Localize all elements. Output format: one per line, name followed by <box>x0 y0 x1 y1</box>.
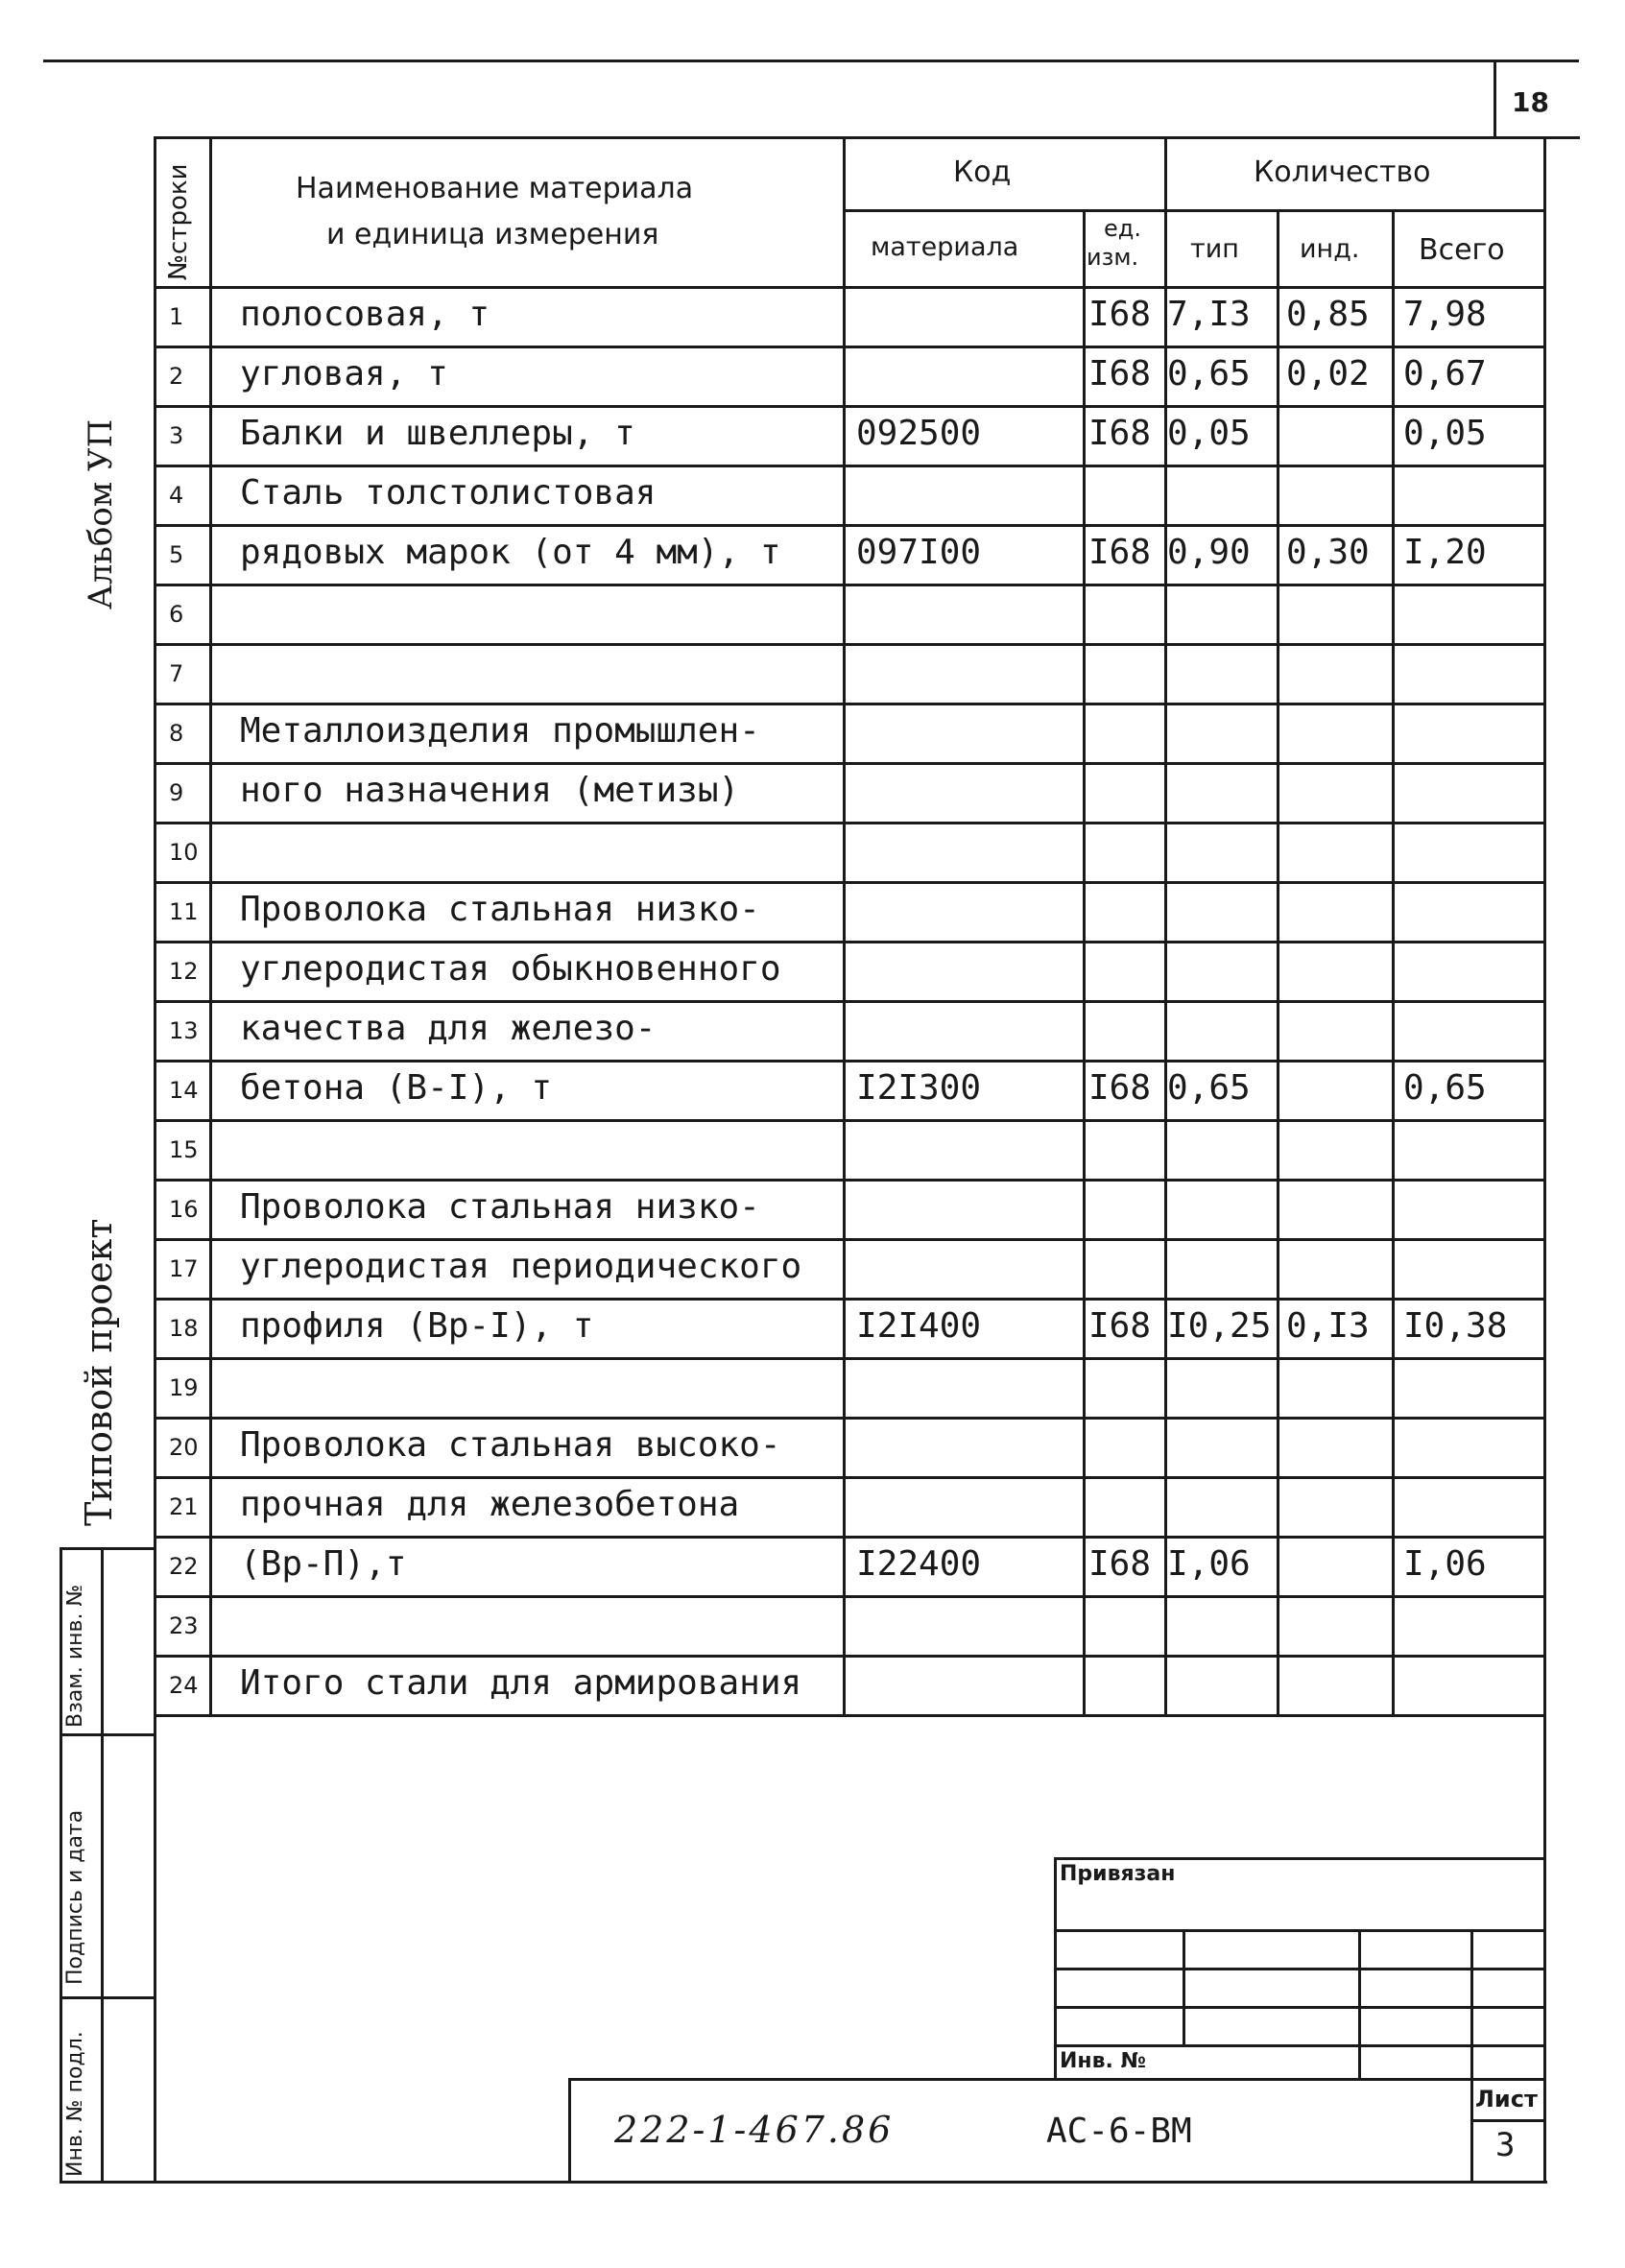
row-material-name: полосовая, т <box>240 295 490 334</box>
row-number: 10 <box>169 839 199 866</box>
row-number: 3 <box>169 422 184 449</box>
header-ind: инд. <box>1300 234 1360 264</box>
row-qty-total: I,06 <box>1403 1544 1487 1584</box>
row-number: 4 <box>169 482 184 509</box>
privyazan-label: Привязан <box>1060 1862 1176 1886</box>
row-unit: I68 <box>1088 414 1152 453</box>
row-qty-total: 0,67 <box>1403 354 1487 394</box>
row-material-code: I2I400 <box>856 1306 982 1346</box>
row-material-name: (Вр-П),т <box>240 1544 407 1584</box>
row-number: 16 <box>169 1196 199 1223</box>
row-unit: I68 <box>1088 1306 1152 1346</box>
row-qty-typ: I0,25 <box>1167 1306 1272 1346</box>
signature-date-label: Подпись и дата <box>63 1809 87 1985</box>
header-total: Всего <box>1419 233 1505 267</box>
row-number: 22 <box>169 1553 199 1580</box>
doc-code: АС-6-ВМ <box>1046 2112 1192 2151</box>
row-material-name: прочная для железобетона <box>240 1485 740 1524</box>
row-unit: I68 <box>1088 1068 1152 1108</box>
row-qty-total: I0,38 <box>1403 1306 1508 1346</box>
album-label: Альбом УП <box>82 418 120 609</box>
row-unit: I68 <box>1088 295 1152 334</box>
row-qty-total: 7,98 <box>1403 295 1487 334</box>
header-code-material: материала <box>871 232 1019 262</box>
header-unit-line2: изм. <box>1087 244 1139 271</box>
row-material-name: ного назначения (метизы) <box>240 771 740 810</box>
row-material-name: качества для железо- <box>240 1009 657 1048</box>
row-material-code: I22400 <box>856 1544 982 1584</box>
row-number: 20 <box>169 1434 199 1461</box>
row-material-name: Проволока стальная низко- <box>240 1187 760 1227</box>
sheet-label: Лист <box>1475 2086 1538 2113</box>
row-material-name: бетона (В-I), т <box>240 1068 553 1108</box>
header-unit-line1: ед. <box>1104 215 1141 242</box>
row-number: 13 <box>169 1017 199 1044</box>
row-material-name: Балки и швеллеры, т <box>240 414 635 453</box>
row-material-name: Металлоизделия промышлен- <box>240 711 760 751</box>
row-number: 18 <box>169 1315 199 1342</box>
row-unit: I68 <box>1088 354 1152 394</box>
row-qty-ind: 0,I3 <box>1286 1306 1370 1346</box>
row-number: 14 <box>169 1077 199 1104</box>
row-number: 8 <box>169 720 184 747</box>
row-number: 9 <box>169 779 184 806</box>
row-unit: I68 <box>1088 1544 1152 1584</box>
row-qty-typ: 0,05 <box>1167 414 1251 453</box>
row-number: 7 <box>169 660 184 687</box>
row-qty-ind: 0,02 <box>1286 354 1370 394</box>
header-quantity: Количество <box>1254 155 1431 189</box>
row-qty-ind: 0,85 <box>1286 295 1370 334</box>
row-material-name: Сталь толстолистовая <box>240 473 657 513</box>
header-row-number: №строки <box>164 163 193 280</box>
row-unit: I68 <box>1088 533 1152 572</box>
vzam-inv-label: Взам. инв. № <box>63 1584 87 1728</box>
row-number: 15 <box>169 1136 199 1163</box>
row-material-name: профиля (Вр-I), т <box>240 1306 594 1346</box>
row-qty-total: 0,65 <box>1403 1068 1487 1108</box>
header-code: Код <box>953 155 1012 189</box>
row-qty-typ: 0,90 <box>1167 533 1251 572</box>
sheet-number: 3 <box>1495 2126 1516 2164</box>
row-material-name: углеродистая периодического <box>240 1247 802 1286</box>
header-typ: тип <box>1190 234 1239 264</box>
header-name-line2: и единица измерения <box>326 218 659 251</box>
doc-number: 222-1-467.86 <box>614 2109 895 2151</box>
row-material-name: Проволока стальная низко- <box>240 890 760 929</box>
row-material-code: I2I300 <box>856 1068 982 1108</box>
row-number: 5 <box>169 541 184 568</box>
row-material-name: рядовых марок (от 4 мм), т <box>240 533 781 572</box>
header-name-line1: Наименование материала <box>296 172 694 205</box>
row-material-name: углеродистая обыкновенного <box>240 949 781 989</box>
row-number: 24 <box>169 1672 199 1699</box>
row-qty-typ: 0,65 <box>1167 354 1251 394</box>
row-number: 1 <box>169 303 184 330</box>
row-material-name: Итого стали для армирования <box>240 1663 802 1703</box>
row-material-name: угловая, т <box>240 354 448 394</box>
row-material-name: Проволока стальная высоко- <box>240 1425 781 1465</box>
row-material-code: 092500 <box>856 414 982 453</box>
row-qty-typ: 0,65 <box>1167 1068 1251 1108</box>
row-number: 23 <box>169 1612 199 1639</box>
project-label: Типовой проект <box>78 1218 120 1526</box>
row-qty-typ: I,06 <box>1167 1544 1251 1584</box>
row-number: 21 <box>169 1493 199 1520</box>
row-number: 6 <box>169 601 184 628</box>
row-qty-total: I,20 <box>1403 533 1487 572</box>
row-number: 19 <box>169 1374 199 1401</box>
row-qty-typ: 7,I3 <box>1167 295 1251 334</box>
row-qty-total: 0,05 <box>1403 414 1487 453</box>
row-qty-ind: 0,30 <box>1286 533 1370 572</box>
row-number: 17 <box>169 1255 199 1282</box>
row-number: 11 <box>169 898 199 925</box>
row-material-code: 097I00 <box>856 533 982 572</box>
page-number: 18 <box>1512 86 1549 118</box>
row-number: 12 <box>169 958 199 985</box>
inv-no-label: Инв. № <box>1060 2049 1147 2073</box>
inv-podl-label: Инв. № подл. <box>63 2031 87 2177</box>
row-number: 2 <box>169 363 184 390</box>
